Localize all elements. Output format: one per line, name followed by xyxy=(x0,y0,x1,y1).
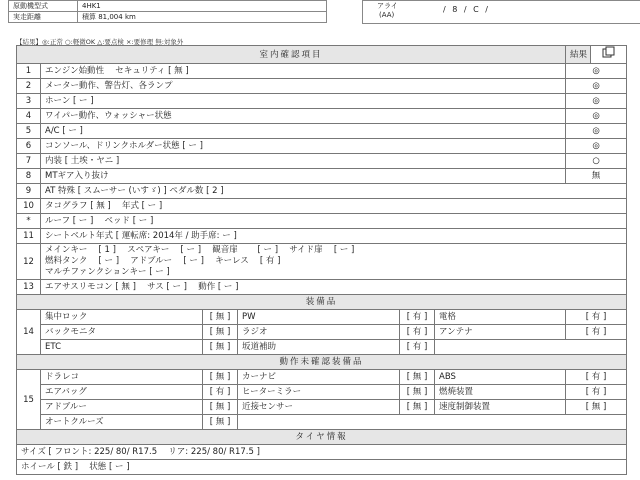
equip-value: [ 有 ] xyxy=(566,385,627,400)
tire-title: タイヤ情報 xyxy=(17,430,627,445)
equip-value: [ 無 ] xyxy=(400,400,435,415)
equip-name: ラジオ xyxy=(238,325,400,340)
row-number: * xyxy=(17,214,41,229)
row-result: ◎ xyxy=(566,139,627,154)
equip-value: [ 無 ] xyxy=(400,385,435,400)
row-number: 11 xyxy=(17,229,41,244)
tire-row xyxy=(17,460,627,475)
row-text: 内装 [ 土埃・ヤニ ] xyxy=(41,154,566,169)
row-text: MTギア入り抜け xyxy=(41,169,566,184)
inspection-sheet xyxy=(16,45,627,475)
equip-value: [ 有 ] xyxy=(400,310,435,325)
row-result: ○ xyxy=(566,154,627,169)
equip-name: ドラレコ xyxy=(41,370,203,385)
equip-value: [ 無 ] xyxy=(203,370,238,385)
aa-sublabel: (AA) xyxy=(379,11,395,19)
row-number: 9 xyxy=(17,184,41,199)
row-text: ルーフ [ ー ] ベッド [ ー ] xyxy=(41,214,627,229)
copy-icon[interactable] xyxy=(591,46,627,64)
row-number: 5 xyxy=(17,124,41,139)
unchecked-row xyxy=(17,385,627,400)
equip-name: 速度制御装置 xyxy=(435,400,566,415)
equip-name: アンテナ xyxy=(435,325,566,340)
equip-name: ヒーターミラー xyxy=(238,385,400,400)
mileage-label: 実走距離 xyxy=(9,12,78,23)
engine-model-value: 4HK1 xyxy=(78,1,327,12)
interior-row xyxy=(17,64,627,79)
row-result: ◎ xyxy=(566,94,627,109)
keys-cell xyxy=(41,244,627,280)
equip-value: [ 有 ] xyxy=(400,340,435,355)
unchecked-row xyxy=(17,415,627,430)
aa-grade-value: / 8 / C / xyxy=(443,5,490,14)
unchecked-number: 15 xyxy=(17,370,41,430)
equip-name: アドブルー xyxy=(41,400,203,415)
equip-name: エアバッグ xyxy=(41,385,203,400)
interior-row xyxy=(17,169,627,184)
mileage-value: 積算 81,004 km xyxy=(78,12,327,23)
equip-name: 近接センサー xyxy=(238,400,400,415)
equipment-row xyxy=(17,340,627,355)
equip-value: [ 有 ] xyxy=(566,325,627,340)
aa-label: アライ xyxy=(377,2,398,10)
row-number: 2 xyxy=(17,79,41,94)
interior-row xyxy=(17,139,627,154)
row-number: 4 xyxy=(17,109,41,124)
equip-name: 燃焼装置 xyxy=(435,385,566,400)
equip-value: [ 無 ] xyxy=(400,370,435,385)
keys-line-1: メインキー [ 1 ] スペアキー [ ー ] 観音扉 [ ー ] サイド扉 [ ー ] xyxy=(45,245,355,255)
equip-name: バックモニタ xyxy=(41,325,203,340)
interior-title: 室内確認項目 xyxy=(17,46,566,64)
equipment-title: 装備品 xyxy=(17,295,627,310)
equip-name: ETC xyxy=(41,340,203,355)
row-text: ワイパー動作、ウォッシャー状態 xyxy=(41,109,566,124)
row-result: ◎ xyxy=(566,109,627,124)
row-text: メーター動作、警告灯、各ランプ xyxy=(41,79,566,94)
equip-value: [ 有 ] xyxy=(203,385,238,400)
interior-row xyxy=(17,199,627,214)
row-number: 12 xyxy=(17,244,41,280)
empty-cell xyxy=(435,340,627,355)
keys-line-2: 燃料タンク [ ー ] アドブルー [ ー ] キーレス [ 有 ] xyxy=(45,256,281,266)
row-result: ◎ xyxy=(566,124,627,139)
row-number: 1 xyxy=(17,64,41,79)
row-number: 3 xyxy=(17,94,41,109)
interior-row xyxy=(17,79,627,94)
keys-row xyxy=(17,244,627,280)
aa-grade-box xyxy=(362,0,640,24)
empty-cell xyxy=(238,415,627,430)
interior-row xyxy=(17,214,627,229)
equip-name: オートクルーズ xyxy=(41,415,203,430)
row-text: エアサスリモコン [ 無 ] サス [ ー ] 動作 [ ー ] xyxy=(41,280,627,295)
interior-row xyxy=(17,154,627,169)
row-result: 無 xyxy=(566,169,627,184)
row-number: 6 xyxy=(17,139,41,154)
interior-row xyxy=(17,184,627,199)
equip-name: PW xyxy=(238,310,400,325)
equipment-row xyxy=(17,325,627,340)
equip-value: [ 無 ] xyxy=(203,400,238,415)
equip-name: 集中ロック xyxy=(41,310,203,325)
row-result: ◎ xyxy=(566,79,627,94)
row-number: 13 xyxy=(17,280,41,295)
equipment-row xyxy=(17,310,627,325)
interior-row xyxy=(17,229,627,244)
equip-value: [ 無 ] xyxy=(203,415,238,430)
row-number: 8 xyxy=(17,169,41,184)
row-text: AT 特殊 [ スムーサー (いすゞ) ] ペダル数 [ 2 ] xyxy=(41,184,627,199)
interior-row xyxy=(17,109,627,124)
equip-name: カーナビ xyxy=(238,370,400,385)
tire-size: サイズ [ フロント: 225/ 80/ R17.5 リア: 225/ 80/ R17.5 ] xyxy=(17,445,627,460)
equip-name: ABS xyxy=(435,370,566,385)
row-result: ◎ xyxy=(566,64,627,79)
row-text: ホーン [ ー ] xyxy=(41,94,566,109)
row-number: 7 xyxy=(17,154,41,169)
interior-row xyxy=(17,94,627,109)
unchecked-title: 動作未確認装備品 xyxy=(17,355,627,370)
row-text: A/C [ ー ] xyxy=(41,124,566,139)
equip-value: [ 有 ] xyxy=(566,310,627,325)
equip-value: [ 無 ] xyxy=(203,340,238,355)
row-text: タコグラフ [ 無 ] 年式 [ ー ] xyxy=(41,199,627,214)
row-number: 10 xyxy=(17,199,41,214)
equip-value: [ 有 ] xyxy=(566,370,627,385)
equip-value: [ 無 ] xyxy=(203,325,238,340)
interior-row xyxy=(17,124,627,139)
unchecked-row xyxy=(17,400,627,415)
unchecked-row xyxy=(17,370,627,385)
equip-value: [ 有 ] xyxy=(400,325,435,340)
header-block xyxy=(8,0,640,24)
equip-name: 坂道補助 xyxy=(238,340,400,355)
row-text: エンジン始動性 セキュリティ [ 無 ] xyxy=(41,64,566,79)
result-legend: 【結果】◎:正常 ○:軽微OK △:要点検 ×:要修理 無:対象外 xyxy=(16,38,184,46)
keys-line-3: マルチファンクションキー [ ー ] xyxy=(45,267,170,277)
wheel-info: ホイール [ 鉄 ] 状態 [ ー ] xyxy=(17,460,627,475)
row-text: シートベルト年式 [ 運転席: 2014年 / 助手席: ー ] xyxy=(41,229,627,244)
equip-value: [ 無 ] xyxy=(566,400,627,415)
row-text: コンソール、ドリンクホルダー状態 [ ー ] xyxy=(41,139,566,154)
equip-name: 電格 xyxy=(435,310,566,325)
interior-row xyxy=(17,280,627,295)
equipment-number: 14 xyxy=(17,310,41,355)
result-header: 結果 xyxy=(566,46,591,64)
tire-row xyxy=(17,445,627,460)
equip-value: [ 無 ] xyxy=(203,310,238,325)
engine-model-label: 原動機型式 xyxy=(9,1,78,12)
